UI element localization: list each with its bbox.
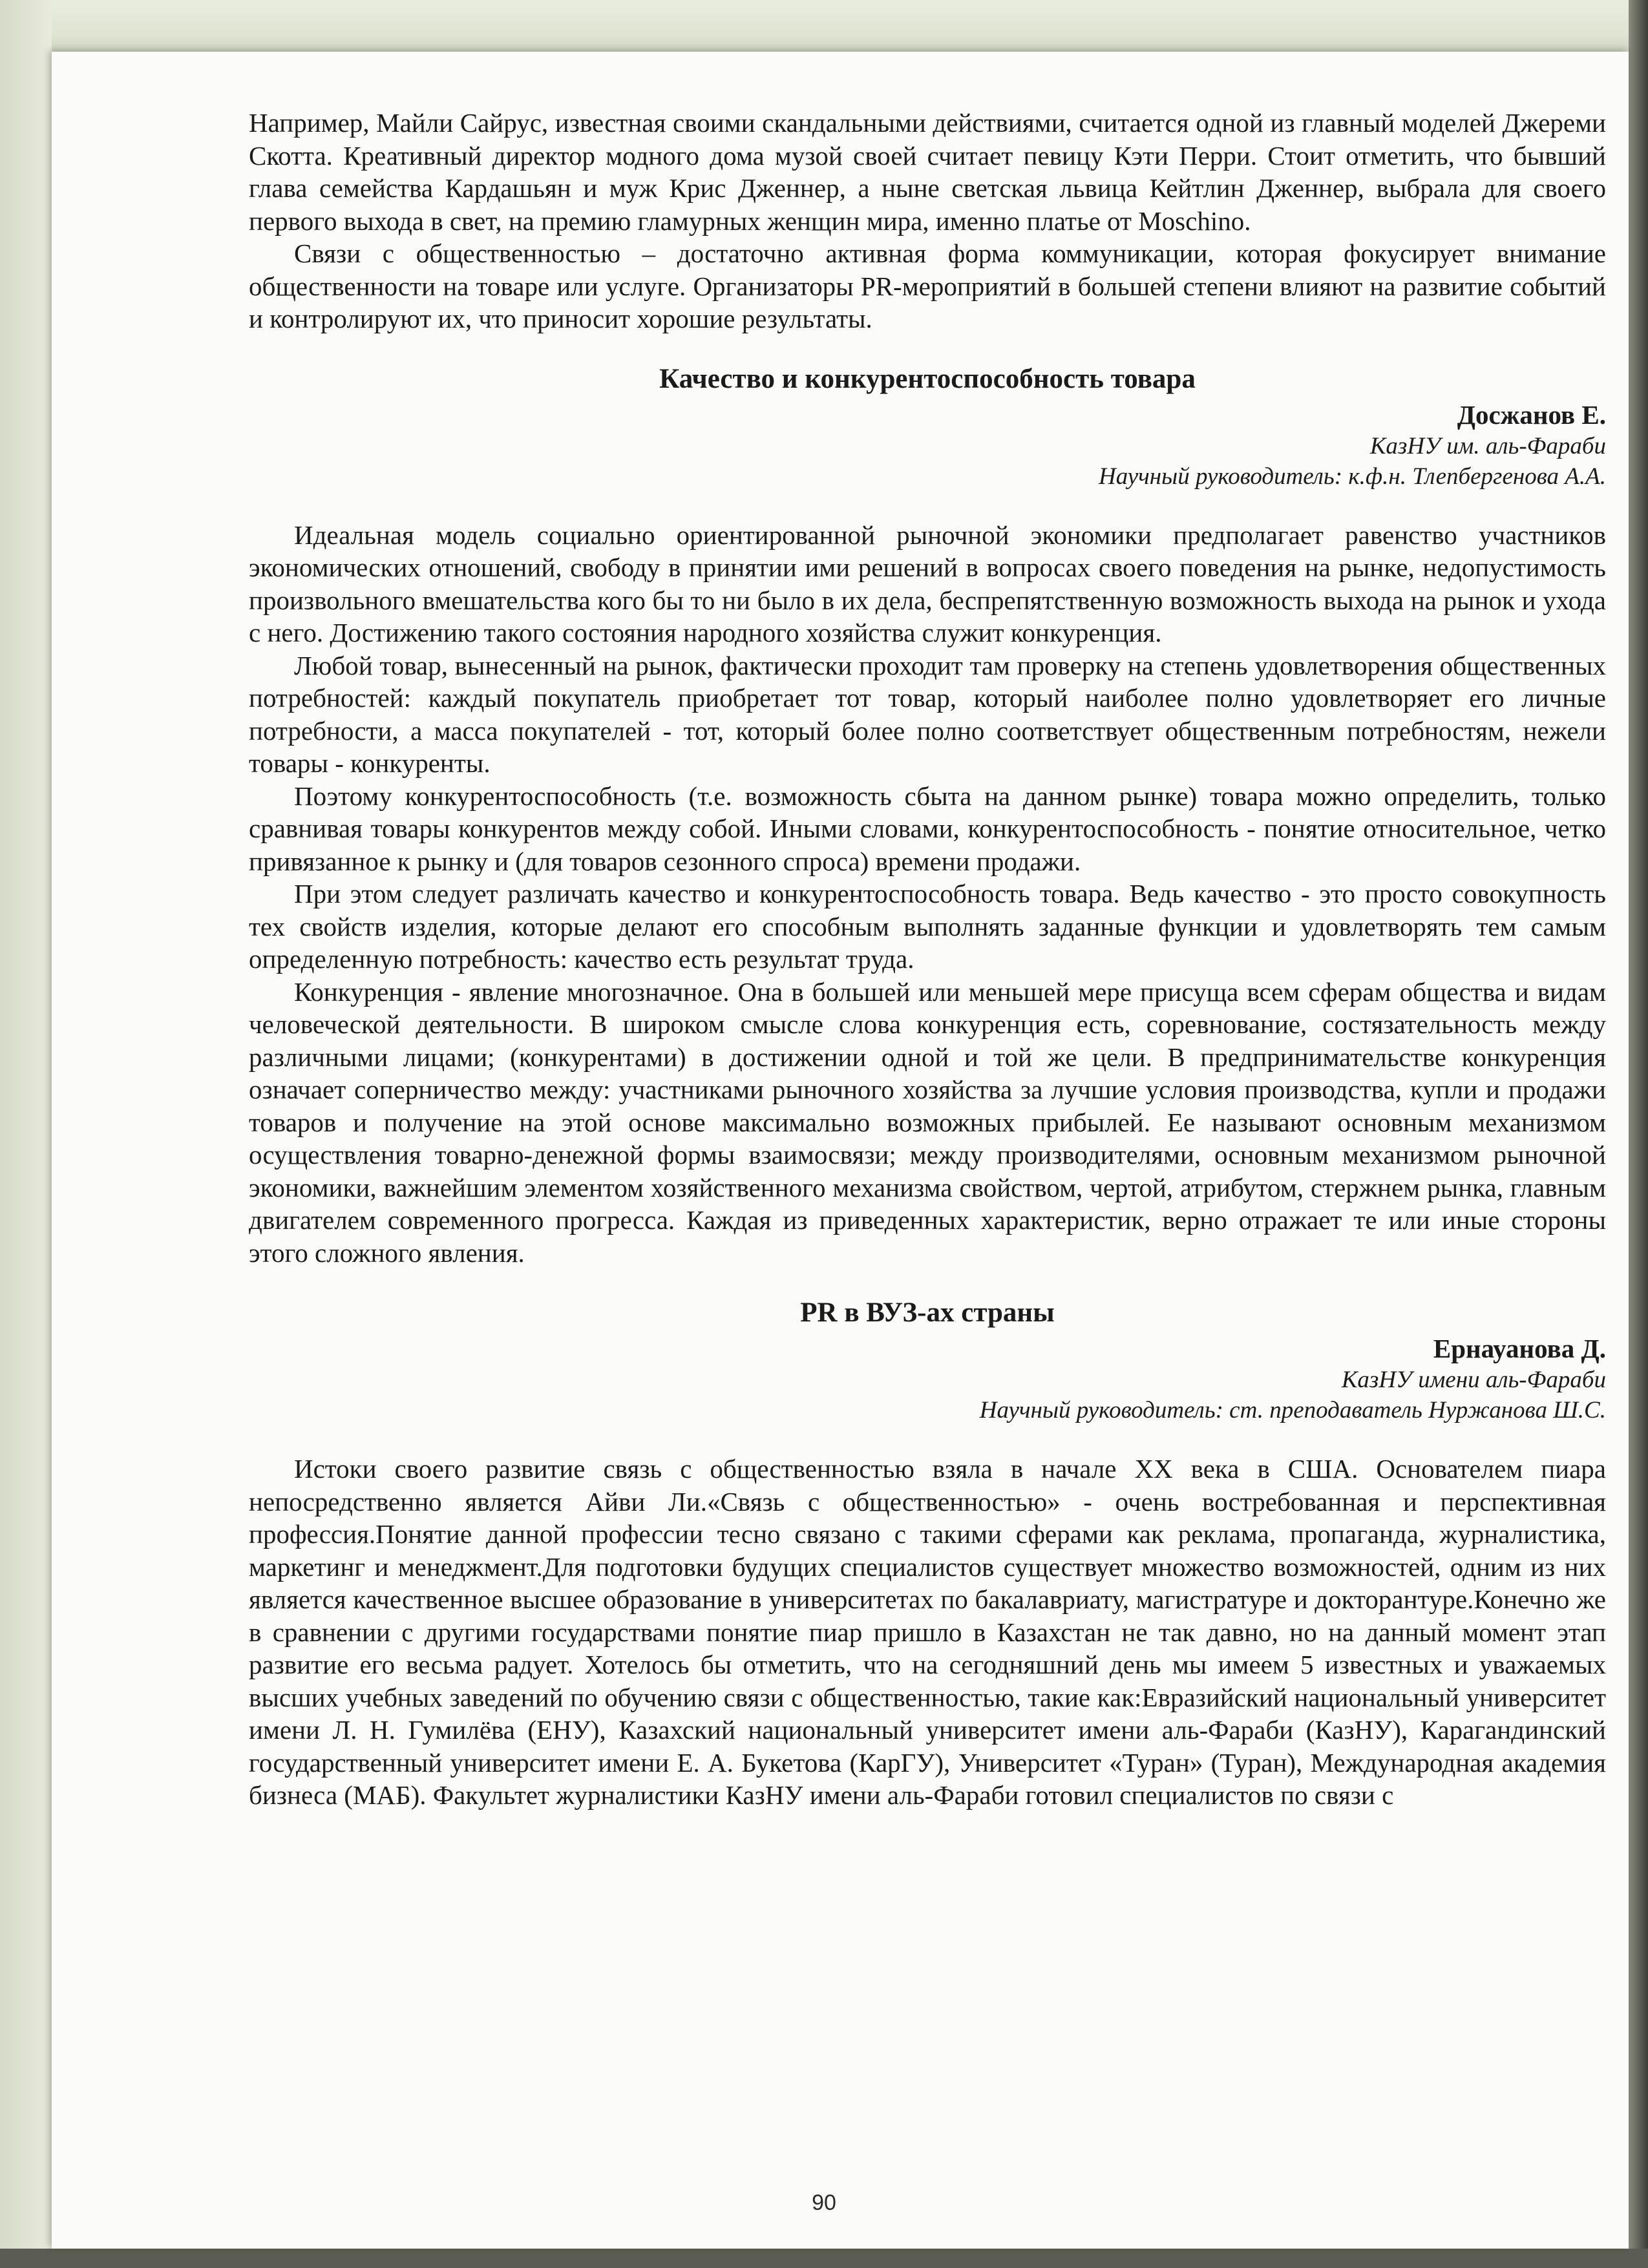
section-supervisor: Научный руководитель: к.ф.н. Тлепбергенова А.А.: [1098, 463, 1606, 490]
section-supervisor: Научный руководитель: ст. преподаватель Нуржанова Ш.С.: [979, 1397, 1606, 1423]
section-affiliation: КазНУ им. аль-Фараби: [1369, 432, 1606, 459]
section-title-quality: Качество и конкурентоспособность товара: [659, 363, 1196, 394]
paragraph-intro-2: Связи с общественностью – достаточно активная форма коммуникации, которая фокусирует внимание общественности на товаре или услуге. Организаторы PR-мероприятий в большей степени влияют на развитие событий и контролируют их, что приносит хорошие результаты.: [249, 238, 1606, 333]
section-affiliation: КазНУ имени аль-Фараби: [1341, 1367, 1606, 1393]
scanner-backdrop-right: [1629, 0, 1648, 2268]
section-author-ernauanova: Ернауанова Д.: [1433, 1334, 1606, 1363]
section-author-doszhanov: Досжанов Е.: [1457, 399, 1606, 430]
paragraph-quality-5: Конкуренция - явление многозначное. Она в большей или меньшей мере присуща всем сферам общества и видам человеческой деятельности. В широком смысле слова конкуренция есть, соревнование, состязательность между различными лицами; (конкурентами) в достижении одной и той же цели. В предпринимательстве конкуренция означает соперничество между: участниками рыночного хозяйства за лучшие условия производства, купли и продажи товаров и получение на этой основе максимально возможных прибылей. Ее называют основным механизмом осуществления товарно-денежной формы взаимосвязи; между производителями, основным механизмом рыночной экономики, важнейшим элементом хозяйственного механизма свойством, чертой, атрибутом, стержнем рынка, главным двигателем современного прогресса. Каждая из приведенных характеристик, верно отражает те или иные стороны этого сложного явления.: [249, 976, 1606, 1268]
section-title-pr: PR в ВУЗ-ах страны: [800, 1297, 1055, 1328]
paragraph-pr-1: Истоки своего развитие связь с общественностью взяла в начале XX века в США. Основателем пиара непосредственно является Айви Ли.«Связь с общественностью» - очень востребованная и перспективная профессия.Понятие данной профессии тесно связано с такими сферами как реклама, пропаганда, журналистика, маркетинг и менеджмент.Для подготовки будущих специалистов существует множество возможностей, одним из них является качественное высшее образование в университетах по бакалавриату, магистратуре и докторантуре.Конечно же в сравнении с другими государствами понятие пиар пришло в Казахстан не так давно, но на данный момент этап развитие его весьма радует. Хотелось бы отметить, что на сегодняшний день мы имеем 5 известных и уважаемых высших учебных заведений по обучению связи с общественностью, такие как:Евразийский национальный университет имени Л. Н. Гумилёва (ЕНУ), Казахский национальный университет имени аль-Фараби (КазНУ), Карагандинский государственный университет имени Е. А. Букетова (КарГУ), Университет «Туран» (Туран), Международная академия бизнеса (МАБ). Факультет журналистики КазНУ имени аль-Фараби готовил специалистов по связи с: [249, 1454, 1606, 1810]
page-number: 90: [812, 2190, 836, 2215]
page-content: [249, 107, 1606, 1812]
paragraph-quality-4: При этом следует различать качество и конкурентоспособность товара. Ведь качество - это просто совокупность тех свойств изделия, которые делают его способным выполнять заданные функции и удовлетворять тем самым определенную потребность: качество есть результат труда.: [249, 879, 1606, 974]
scanner-backdrop-top: [0, 0, 1648, 52]
scanner-backdrop-bottom: [0, 2249, 1648, 2268]
paragraph-intro-1: Например, Майли Сайрус, известная своими скандальными действиями, считается одной из главный моделей Джереми Скотта. Креативный директор модного дома музой своей считает певицу Кэти Перри. Стоит отметить, что бывший глава семейства Кардашьян и муж Крис Дженнер, а ныне светская львица Кейтлин Дженнер, выбрала для своего первого выхода в свет, на премию гламурных женщин мира, именно платье от Moschino.: [249, 108, 1606, 236]
paragraph-quality-2: Любой товар, вынесенный на рынок, фактически проходит там проверку на степень удовлетворения общественных потребностей: каждый покупатель приобретает тот товар, который наиболее полно удовлетворяет его личные потребности, а масса покупателей - тот, который более полно соответствует общественным потребностям, нежели товары - конкуренты.: [249, 650, 1606, 778]
scanner-backdrop-left: [0, 0, 52, 2268]
paragraph-quality-1: Идеальная модель социально ориентированной рыночной экономики предполагает равенство участников экономических отношений, свободу в принятии ими решений в вопросах своего поведения на рынке, недопустимость произвольного вмешательства кого бы то ни было в их дела, беспрепятственную возможность выхода на рынок и ухода с него. Достижению такого состояния народного хозяйства служит конкуренция.: [249, 520, 1606, 647]
paragraph-quality-3: Поэтому конкурентоспособность (т.е. возможность сбыта на данном рынке) товара можно определить, только сравнивая товары конкурентов между собой. Иными словами, конкурентоспособность - понятие относительное, четко привязанное к рынку и (для товаров сезонного спроса) времени продажи.: [249, 781, 1606, 876]
